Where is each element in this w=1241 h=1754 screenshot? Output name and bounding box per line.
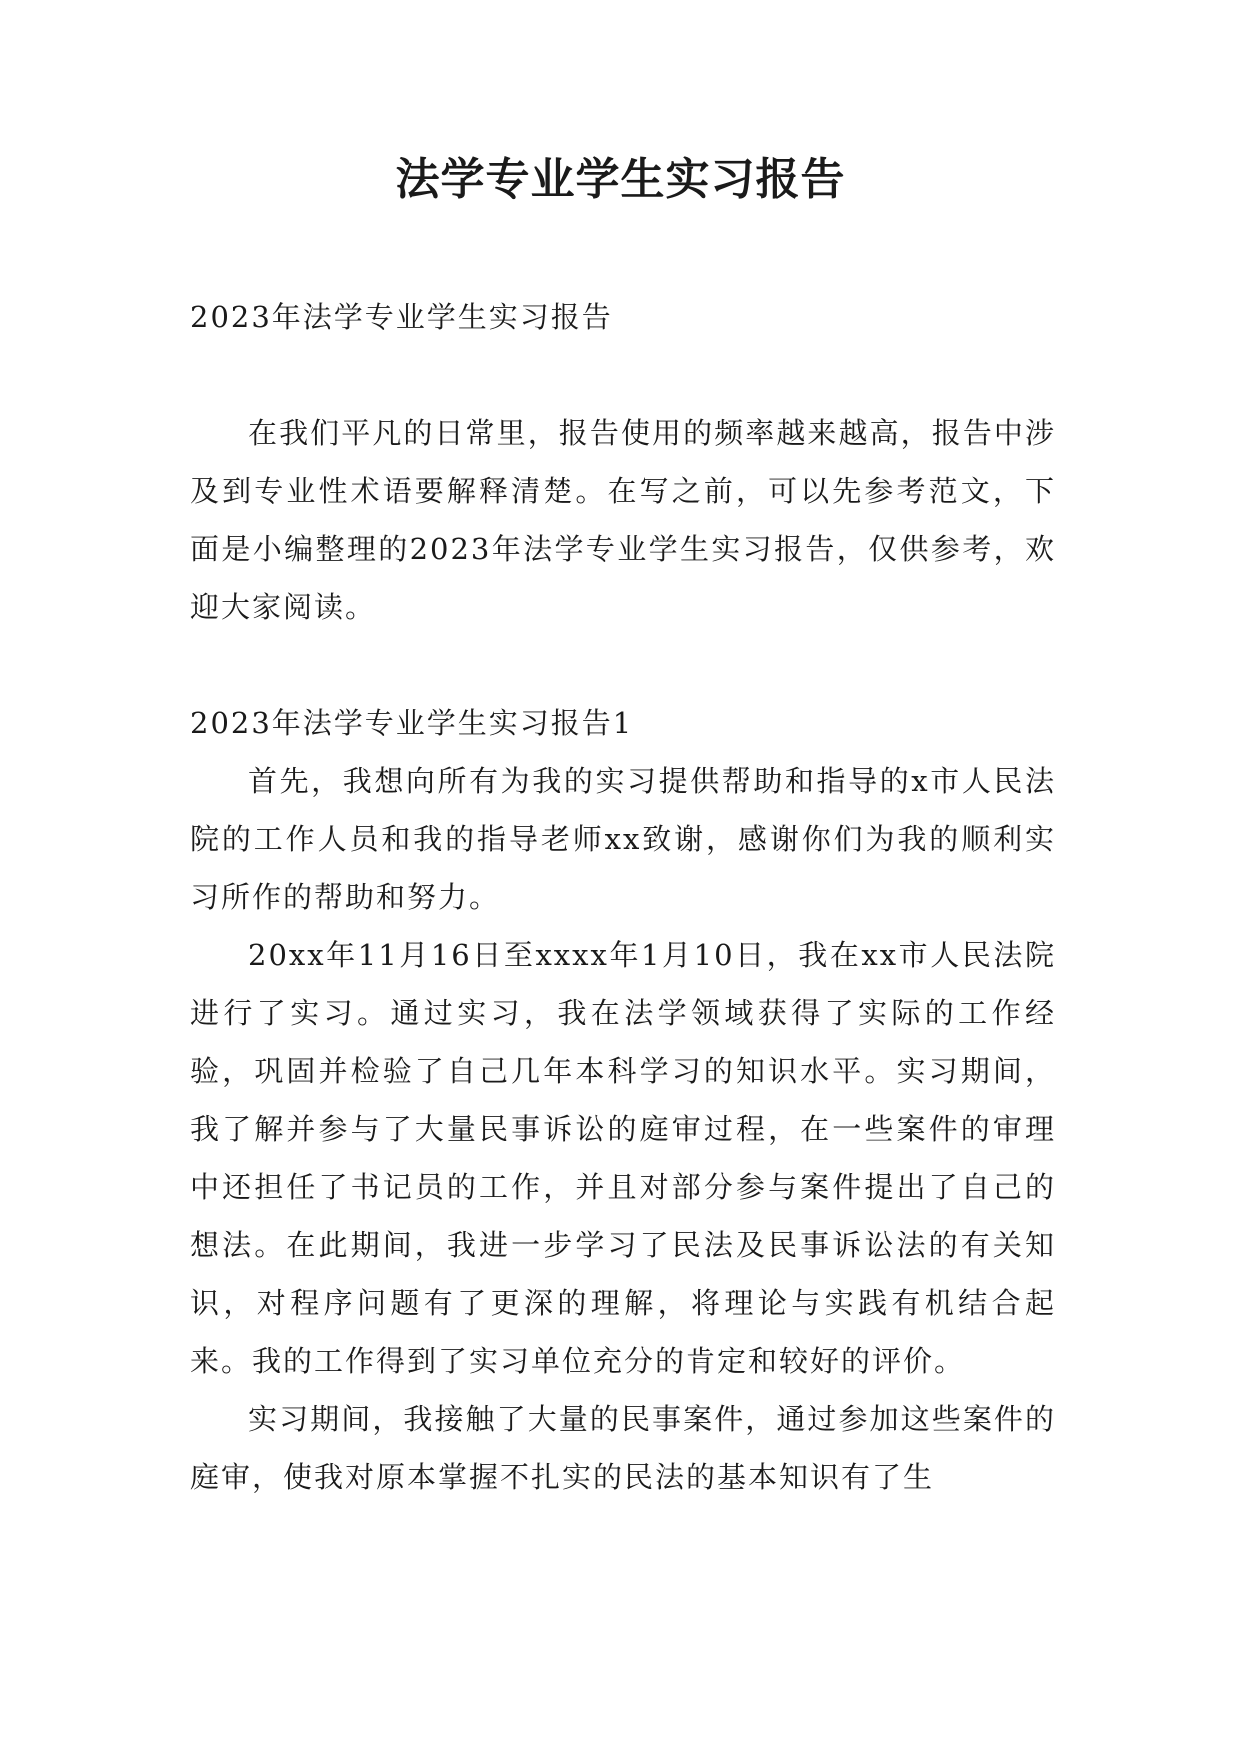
section-heading: 2023年法学专业学生实习报告1	[190, 706, 634, 740]
body-paragraph: 实习期间，我接触了大量的民事案件，通过参加这些案件的庭审，使我对原本掌握不扎实的民法的基本知识有了生	[190, 1402, 1056, 1494]
body-paragraph: 20xx年11月16日至xxxx年1月10日，我在xx市人民法院进行了实习。通过实习，我在法学领域获得了实际的工作经验，巩固并检验了自己几年本科学习的知识水平。实习期间，我了解并参与了大量民事诉讼的庭审过程，在一些案件的审理中还担任了书记员的工作，并且对部分参与案件提出了自己的想法。在此期间，我进一步学习了民法及民事诉讼法的有关知识，对程序问题有了更深的理解，将理论与实践有机结合起来。我的工作得到了实习单位充分的肯定和较好的评价。	[190, 938, 1056, 1378]
spacer	[190, 346, 1056, 404]
spacer	[190, 636, 1056, 694]
document-subtitle: 2023年法学专业学生实习报告	[190, 300, 613, 334]
body-paragraph: 首先，我想向所有为我的实习提供帮助和指导的x市人民法院的工作人员和我的指导老师xx致谢，感谢你们为我的顺利实习所作的帮助和努力。	[190, 764, 1056, 914]
document-body	[190, 288, 1056, 1506]
document-title: 法学专业学生实习报告	[395, 154, 846, 205]
intro-paragraph: 在我们平凡的日常里，报告使用的频率越来越高，报告中涉及到专业性术语要解释清楚。在写之前，可以先参考范文，下面是小编整理的2023年法学专业学生实习报告，仅供参考，欢迎大家阅读。	[190, 416, 1056, 624]
